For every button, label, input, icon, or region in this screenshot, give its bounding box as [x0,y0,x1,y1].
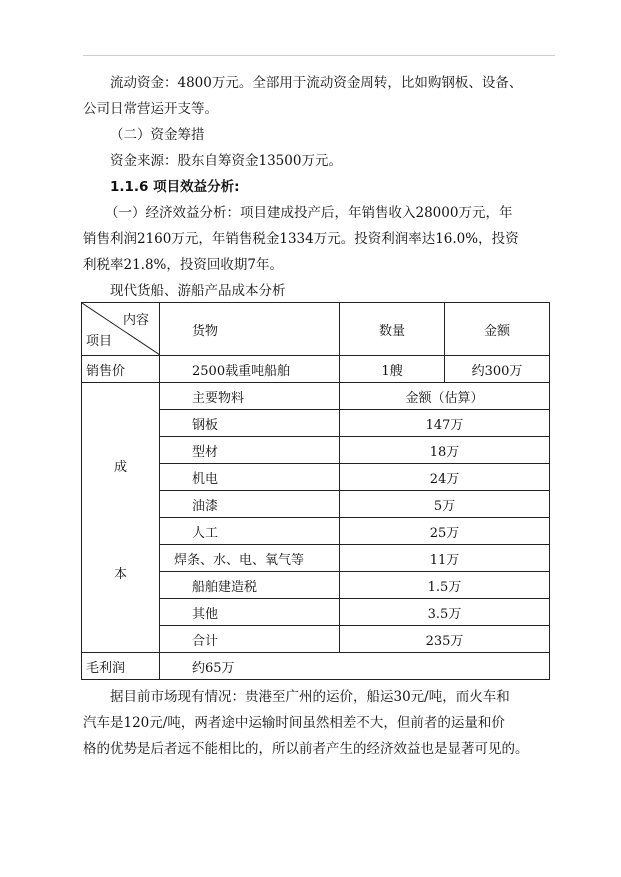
econ-line-1: （一）经济效益分析：项目建成投产后，年销售收入28000万元，年 [105,205,513,221]
closing-line-1: 据目前市场现有情况：贵港至广州的运价，船运30元/吨，而火车和 [110,689,510,705]
sale-goods: 2500载重吨船舶 [160,356,340,383]
diagonal-header-cell [82,303,160,356]
profit-row [82,653,550,680]
cost-amount: 11万 [340,545,550,572]
col-amount-header: 金额 [445,303,550,356]
closing-line-2: 汽车是120元/吨，两者途中运输时间虽然相差不大，但前者的运量和价 [83,715,505,731]
cost-item: 焊条、水、电、氧气等 [160,545,340,572]
sale-row [82,356,550,383]
cost-amount: 1.5万 [340,572,550,599]
working-capital-line-1: 流动资金：4800万元。全部用于流动资金周转，比如购钢板、设备、 [110,75,523,91]
cost-label-char-2: 本 [113,566,127,582]
cost-item: 合计 [160,626,340,653]
cost-item: 其他 [160,599,340,626]
cost-amount: 24万 [340,464,550,491]
cost-item: 船舶建造税 [160,572,340,599]
col-goods-header: 货物 [160,303,340,356]
sale-amount: 约300万 [445,356,550,383]
cost-item: 人工 [160,518,340,545]
econ-line-2: 销售利润2160万元，年销售税金1334万元。投资利润率达16.0%，投资 [83,231,519,247]
table-caption: 现代货船、游船产品成本分析 [110,283,286,299]
cost-header-row [82,383,550,410]
cost-amount: 25万 [340,518,550,545]
closing-line-3: 格的优势是后者远不能相比的，所以前者产生的经济效益也是显著可见的。 [83,741,529,757]
cost-amount: 5万 [340,491,550,518]
cost-amount: 3.5万 [340,599,550,626]
cost-label-cell [82,383,160,653]
sale-qty: 1艘 [340,356,445,383]
cost-amount: 147万 [340,410,550,437]
cost-amount-header: 金额（估算） [340,383,550,410]
cost-item: 钢板 [160,410,340,437]
fund-raising-heading: （二）资金筹措 [110,127,205,143]
profit-value: 约65万 [160,653,550,680]
diag-top-label: 内容 [122,313,149,328]
col-qty-header: 数量 [340,303,445,356]
section-heading: 1.1.6 项目效益分析: [110,179,240,195]
cost-item: 型材 [160,437,340,464]
cost-amount: 235万 [340,626,550,653]
profit-label: 毛利润 [82,653,160,680]
table-header-row [82,303,550,356]
cost-item-header: 主要物料 [160,383,340,410]
cost-item: 机电 [160,464,340,491]
sale-label: 销售价 [82,356,160,383]
cost-amount: 18万 [340,437,550,464]
cost-item: 油漆 [160,491,340,518]
fund-source: 资金来源：股东自筹资金13500万元。 [110,153,342,169]
diag-bottom-label: 项目 [86,334,113,349]
cost-table [81,302,550,680]
header-rule [83,55,555,56]
working-capital-line-2: 公司日常营运开支等。 [83,101,218,117]
econ-line-3: 利税率21.8%，投资回收期7年。 [83,257,283,273]
cost-label-char-1: 成 [113,459,127,475]
